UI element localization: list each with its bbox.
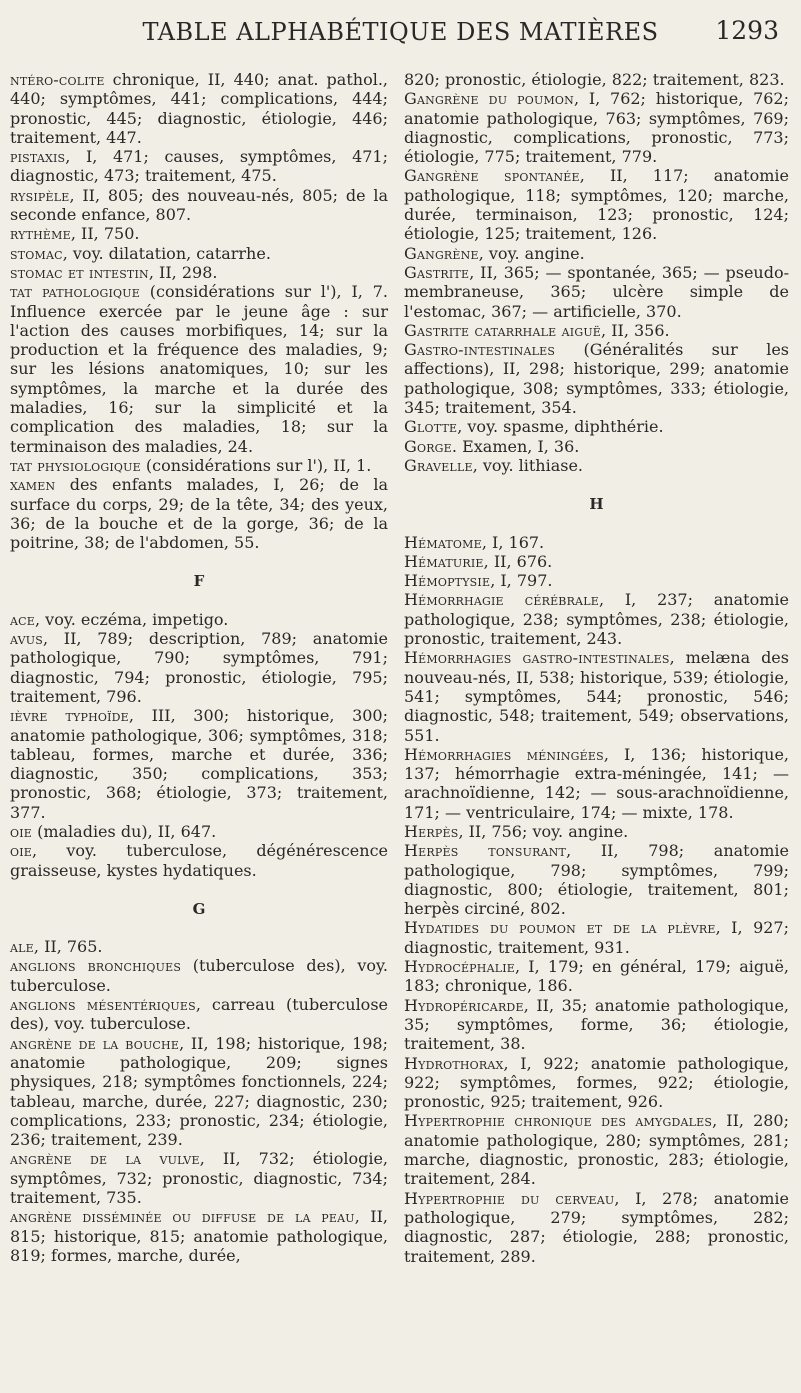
index-entry <box>404 89 789 166</box>
section-letter: G <box>192 899 206 918</box>
entry-headword: rythème <box>10 224 71 244</box>
index-entry <box>10 822 388 841</box>
entry-headword: stomac <box>10 243 63 263</box>
entry-headword: Herpès tonsurant <box>404 841 567 861</box>
index-entry <box>404 340 789 417</box>
entry-references: , carreau (tuberculose des), voy. tuberculose. <box>10 995 388 1034</box>
entry-headword: Hématome <box>404 532 482 552</box>
index-entry <box>404 957 789 996</box>
index-entry <box>404 1189 789 1266</box>
entry-references: , II, 756; voy. angine. <box>458 821 629 841</box>
entry-references: , II, 198; historique, 198; anatomie pathologique, 209; signes physiques, 218; symptômes fonctionnels, 224; tableau, marche, durée, 227; diagnostic, 230; complications, 233; pronostic, 234; étiologie, 236; traitement, 239. <box>10 1033 388 1150</box>
entry-references: , I, 471; causes, symptômes, 471; diagnostic, 473; traitement, 475. <box>10 147 388 186</box>
entry-references: , voy. spasme, diphthérie. <box>457 417 664 437</box>
entry-headword: Gastrite catarrhale aiguë <box>404 320 602 340</box>
entry-headword: Gangrène <box>404 243 479 263</box>
index-entry <box>404 841 789 918</box>
index-entry <box>404 244 789 263</box>
index-entry <box>404 648 789 744</box>
index-entry <box>10 263 388 282</box>
entry-headword: Gangrène spontanée <box>404 166 580 186</box>
entry-headword: anglions mésentériques <box>10 995 196 1015</box>
entry-references: , II, 365; — spontanée, 365; — pseudo-membraneuse, 365; ulcère simple de l'estomac, 367; — artificielle, 370. <box>404 262 789 321</box>
entry-headword: Hémorrhagies méningées <box>404 744 604 764</box>
index-entry <box>10 937 388 956</box>
index-entry <box>404 552 789 571</box>
entry-references: , I, 237; anatomie pathologique, 238; symptômes, 238; étiologie, pronostic, traitement, 243. <box>404 590 790 649</box>
index-entry <box>404 456 789 475</box>
entry-references: , melæna des nouveau-nés, II, 538; historique, 539; étiologie, 541; symptômes, 544; pronostic, 546; diagnostic, 548; traitement, 549; observations, 551. <box>404 648 789 745</box>
entry-headword: Hémoptysie <box>404 571 491 591</box>
entry-references: (considérations sur l'), II, 1. <box>140 455 372 475</box>
entry-headword: Gangrène du poumon <box>404 89 574 109</box>
entry-references: , I, 167. <box>481 532 545 552</box>
entry-headword: rysipèle <box>10 185 70 205</box>
section-letter: H <box>589 495 604 514</box>
index-entry <box>404 745 789 822</box>
entry-references: , I, 922; anatomie pathologique, 922; symptômes, formes, 922; étiologie, pronostic, 925; traitement, 926. <box>404 1053 789 1112</box>
entry-references: , I, 927; diagnostic, traitement, 931. <box>404 918 789 957</box>
index-entry <box>404 417 789 436</box>
index-entry <box>10 186 388 225</box>
entry-headword: angrène disséminée ou diffuse de la peau <box>10 1207 355 1227</box>
entry-references: , II, 117; anatomie pathologique, 118; symptômes, 120; marche, durée, terminaison, 123; pronostic, 124; étiologie, 125; traitement, 126. <box>404 166 789 244</box>
entry-headword: tat pathologique <box>10 282 140 302</box>
entry-references: , II, 280; anatomie pathologique, 280; symptômes, 281; marche, diagnostic, pronostic, 283; étiologie, traitement, 284. <box>404 1111 789 1189</box>
entry-headword: Gravelle <box>404 455 473 475</box>
entry-headword: ale <box>10 937 34 957</box>
entry-headword: avus <box>10 629 43 649</box>
entry-headword: Glotte <box>404 417 458 437</box>
entry-references: , voy. lithiase. <box>472 455 584 475</box>
entry-references: , I, 136; historique, 137; hémorrhagie extra-méningée, 141; — arachnoïdienne, 142; — sous-arachnoïdienne, 171; — ventriculaire, 174; — mixte, 178. <box>404 744 789 822</box>
entry-references: chronique, II, 440; anat. pathol., 440; symptômes, 441; complications, 444; pronostic, 445; diagnostic, étiologie, 446; traitement, 447. <box>10 70 388 147</box>
entry-headword: oie <box>10 841 32 861</box>
index-entry <box>10 70 388 147</box>
entry-references: (maladies du), II, 647. <box>32 821 217 841</box>
index-entry <box>10 456 388 475</box>
entry-references: , I, 797. <box>490 571 553 591</box>
page-number: 1293 <box>715 16 779 45</box>
index-entry <box>404 321 789 340</box>
entry-references: , II, 676. <box>483 551 553 571</box>
entry-references: , II, 750. <box>70 224 140 244</box>
entry-references: , I, 762; historique, 762; anatomie pathologique, 763; symptômes, 769; diagnostic, complications, pronostic, 773; étiologie, 775; traitement, 779. <box>404 89 789 167</box>
index-entry <box>404 918 789 957</box>
index-entry <box>404 437 789 456</box>
index-entry <box>10 841 388 880</box>
index-entry <box>10 147 388 186</box>
entry-references: . Examen, I, 36. <box>451 436 580 456</box>
index-entry <box>404 1111 789 1188</box>
entry-headword: Hydrocéphalie <box>404 957 515 977</box>
entry-headword: ace <box>10 609 35 629</box>
entry-references: (Généralités sur les affections), II, 298; historique, 299; anatomie pathologique, 308; symptômes, 333; étiologie, 345; traitement, 354. <box>404 340 789 418</box>
entry-headword: xamen <box>10 475 56 495</box>
page-header <box>0 12 801 52</box>
index-entry <box>10 282 388 456</box>
entry-headword: stomac et intestin <box>10 262 149 282</box>
index-entry <box>404 590 789 648</box>
index-entry <box>10 1149 388 1207</box>
entry-references: des enfants malades, I, 26; de la surface du corps, 29; de la tête, 34; des yeux, 36; de la bouche et de la gorge, 36; de la poitrine, 38; de l'abdomen, 55. <box>10 475 388 553</box>
entry-references: , II, 805; des nouveau-nés, 805; de la seconde enfance, 807. <box>10 185 388 225</box>
entry-headword: Gorge <box>404 436 452 456</box>
index-entry <box>10 1034 388 1150</box>
entry-references: , I, 278; anatomie pathologique, 279; symptômes, 282; diagnostic, 287; étiologie, 288; pronostic, traitement, 289. <box>404 1188 789 1266</box>
entry-headword: Hémorrhagie cérébrale <box>404 590 599 610</box>
entry-references: , III, 300; historique, 300; anatomie pathologique, 306; symptômes, 318; tableau, formes, marche et durée, 336; diagnostic, 350; complications, 353; pronostic, 368; étiologie, 373; traitement, 377. <box>10 706 389 822</box>
index-entry <box>404 571 789 590</box>
entry-headword: tat physiologique <box>10 455 141 475</box>
right-column <box>404 70 789 1266</box>
entry-references: , I, 179; en général, 179; aiguë, 183; chronique, 186. <box>404 957 789 996</box>
index-entry <box>404 996 789 1054</box>
index-entry <box>404 822 789 841</box>
entry-headword: angrène de la vulve <box>10 1149 200 1169</box>
entry-headword: Hydrothorax <box>404 1053 504 1073</box>
entry-references: , II, 298. <box>148 262 218 282</box>
entry-references: , voy. eczéma, impetigo. <box>35 609 229 629</box>
index-entry <box>10 706 388 822</box>
entry-references: 820; pronostic, étiologie, 822; traitement, 823. <box>404 70 785 89</box>
entry-references: , II, 35; anatomie pathologique, 35; symptômes, forme, 36; étiologie, traitement, 38. <box>404 995 789 1054</box>
running-title: TABLE ALPHABÉTIQUE DES MATIÈRES <box>142 18 659 46</box>
index-entry <box>10 629 388 706</box>
entry-headword: angrène de la bouche <box>10 1033 180 1053</box>
entry-headword: Gastro-intestinales <box>404 340 556 360</box>
index-entry <box>404 263 789 321</box>
index-entry <box>10 475 388 552</box>
index-entry <box>10 610 388 629</box>
index-entry <box>404 70 789 89</box>
entry-headword: anglions bronchiques <box>10 956 182 976</box>
entry-headword: ièvre typhoïde <box>10 706 129 726</box>
entry-references: , II, 765. <box>33 937 103 957</box>
index-entry <box>404 1054 789 1112</box>
entry-headword: Hydropéricarde <box>404 995 524 1015</box>
entry-headword: Hématurie <box>404 551 484 571</box>
index-entry <box>10 956 388 995</box>
entry-headword: ntéro-colite <box>10 70 105 89</box>
entry-references: (tuberculose des), voy. tuberculose. <box>10 956 388 995</box>
entry-headword: oie <box>10 821 32 841</box>
entry-references: , voy. dilatation, catarrhe. <box>62 243 271 263</box>
entry-references: , voy. tuberculose, dégénérescence graisseuse, kystes hydatiques. <box>10 841 388 880</box>
index-entry <box>10 244 388 263</box>
section-letter: F <box>193 572 205 591</box>
entry-references: , voy. angine. <box>478 243 585 263</box>
entry-references: , II, 789; description, 789; anatomie pathologique, 790; symptômes, 791; diagnostic, 794; pronostic, étiologie, 795; traitement, 796. <box>10 629 388 706</box>
entry-headword: Hypertrophie chronique des amygdales <box>404 1111 713 1131</box>
index-entry <box>10 995 388 1034</box>
entry-headword: Hypertrophie du cerveau <box>404 1188 615 1208</box>
entry-headword: Herpès <box>404 821 459 841</box>
entry-references: , II, 798; anatomie pathologique, 798; symptômes, 799; diagnostic, 800; étiologie, traitement, 801; herpès circiné, 802. <box>404 841 790 919</box>
index-entry <box>10 1207 388 1265</box>
index-entry <box>404 533 789 552</box>
entry-headword: Gastrite <box>404 262 470 282</box>
entry-references: (considérations sur l'), I, 7. Influence exercée par le jeune âge : sur l'action des causes morbifiques, 14; sur la production et la fréquence des maladies, 9; sur les lésions anatomiques, 10; sur les symptômes, la marche et la durée des maladies, 16; sur la simplicité et la complication des maladies, 18; sur la terminaison des maladies, 24. <box>10 282 389 456</box>
left-column <box>10 70 388 1265</box>
index-entry <box>404 166 789 243</box>
entry-headword: Hémorrhagies gastro-intestinales <box>404 648 670 668</box>
entry-references: , II, 732; étiologie, symptômes, 732; pronostic, diagnostic, 734; traitement, 735. <box>10 1149 389 1208</box>
entry-references: , II, 356. <box>601 320 670 340</box>
entry-references: , II, 815; historique, 815; anatomie pathologique, 819; formes, marche, durée, <box>10 1207 388 1265</box>
entry-headword: Hydatides du poumon et de la plèvre <box>404 918 716 938</box>
index-entry <box>10 224 388 243</box>
entry-headword: pistaxis <box>10 147 66 167</box>
